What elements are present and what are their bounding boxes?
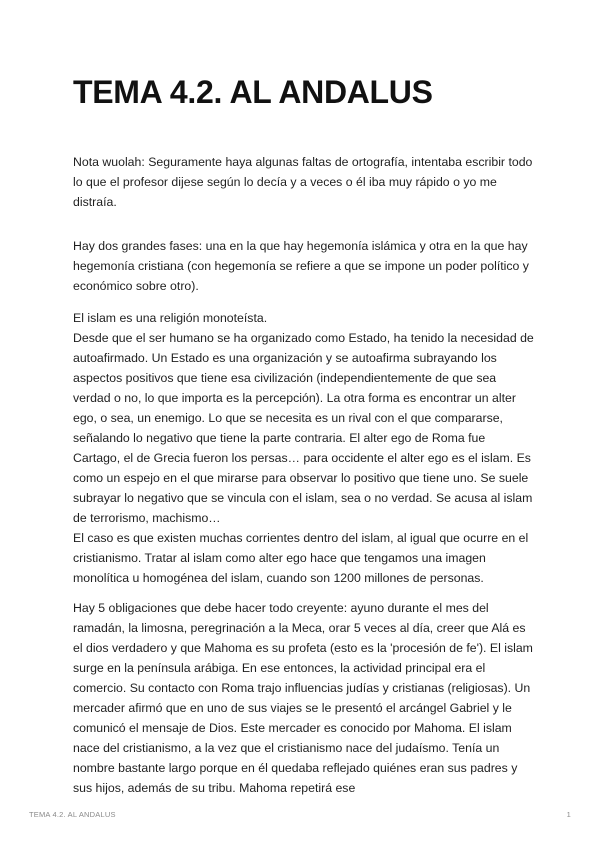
wuolah-note: Nota wuolah: Seguramente haya algunas faltas de ortografía, intentaba escribir todo lo que el profesor dijese según lo decía y a veces o él iba muy rápido o yo me distraía. bbox=[73, 155, 533, 209]
paragraph-currents: El caso es que existen muchas corrientes dentro del islam, al igual que ocurre en el cristianismo. Tratar al islam como alter ego hace que tengamos una imagen monolítica u homogénea del islam, cuando son 1200 millones de personas. bbox=[73, 531, 529, 585]
paragraph-phases: Hay dos grandes fases: una en la que hay hegemonía islámica y otra en la que hay hegemonía cristiana (con hegemonía se refiere a que se impone un poder político y económico sobre otro). bbox=[73, 239, 529, 293]
body-text bbox=[73, 236, 535, 798]
note-block bbox=[73, 152, 535, 212]
paragraph-monotheism: El islam es una religión monoteísta. bbox=[73, 311, 268, 325]
paragraph-obligations: Hay 5 obligaciones que debe hacer todo creyente: ayuno durante el mes del ramadán, la limosna, peregrinación a la Meca, orar 5 veces al día, creer que Alá es el dios verdadero y que Mahoma es su profeta (esto es la 'procesión de fe'). El islam surge en la península arábiga. En ese entonces, la actividad principal era el comercio. Su contacto con Roma trajo influencias judías y cristianas (religiosas). Un mercader afirmó que en uno de sus viajes se le presentó el arcángel Gabriel y le comunicó el mensaje de Dios. Este mercader es conocido por Mahoma. El islam nace del cristianismo, a la vez que el cristianismo nace del judaísmo. Tenía un nombre bastante largo porque en él quedaba reflejado quiénes eran sus padres y sus hijos, además de su tribu. Mahoma repetirá ese bbox=[73, 601, 533, 795]
footer-title: TEMA 4.2. AL ANDALUS bbox=[29, 810, 116, 819]
paragraph-alter-ego: Desde que el ser humano se ha organizado como Estado, ha tenido la necesidad de autoafirmado. Un Estado es una organización y se autoafirma subrayando los aspectos positivos que tiene esa civilización (independientemente de que sea verdad o no, lo que importa es la percepción). La otra forma es encontrar un alter ego, o sea, un enemigo. Lo que se necesita es un rival con el que compararse, señalando lo negativo que tiene la parte contraria. El alter ego de Roma fue Cartago, el de Grecia fueron los persas… para occidente el alter ego es el islam. Es como un espejo en el que mirarse para observar lo positivo que tiene uno. Se suele subrayar lo negativo que se vincula con el islam, sea o no verdad. Se acusa al islam de terrorismo, machismo… bbox=[73, 331, 534, 525]
page-number: 1 bbox=[566, 810, 571, 819]
page-title: TEMA 4.2. AL ANDALUS bbox=[73, 74, 433, 110]
